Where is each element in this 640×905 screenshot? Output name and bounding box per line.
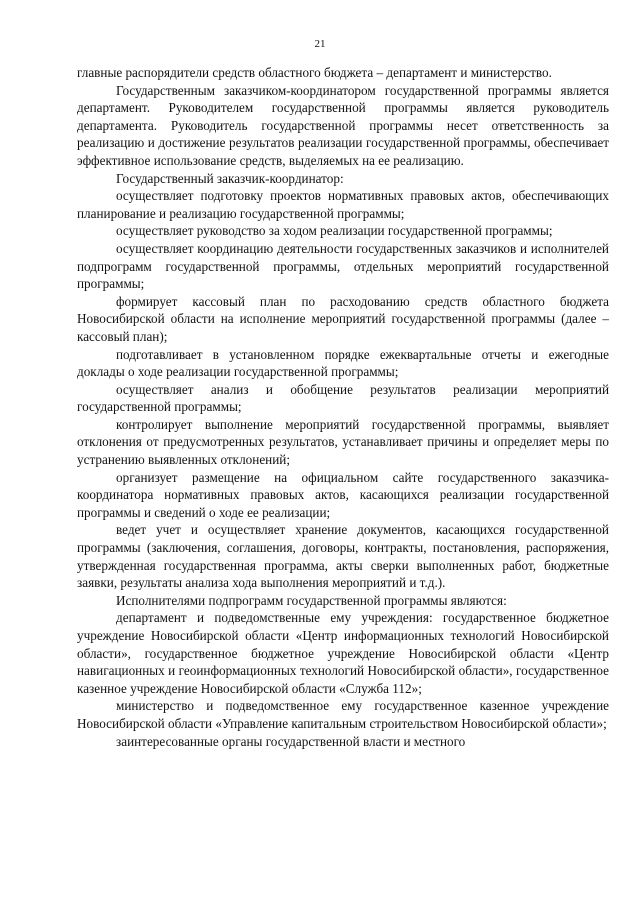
- paragraph: главные распорядители средств областного бюджета – департамент и министерство.: [77, 65, 552, 80]
- paragraph: организует размещение на официальном сайте государственного заказчика-координатора нормативных правовых актов, касающихся реализации государственной программы и сведений о ходе ее реализации;: [77, 469, 609, 520]
- paragraph: осуществляет руководство за ходом реализации государственной программы;: [116, 223, 553, 239]
- page-number: 21: [314, 38, 326, 50]
- paragraph: Исполнителями подпрограмм государственной программы являются:: [116, 592, 507, 608]
- body-text: [77, 64, 609, 750]
- paragraph: подготавливает в установленном порядке ежеквартальные отчеты и ежегодные доклады о ходе реализации государственной программы;: [77, 346, 609, 380]
- paragraph: осуществляет анализ и обобщение результатов реализации мероприятий государственной программы;: [77, 381, 609, 415]
- paragraph: Государственный заказчик-координатор:: [116, 170, 344, 186]
- paragraph: заинтересованные органы государственной власти и местного: [116, 733, 466, 749]
- paragraph: осуществляет координацию деятельности государственных заказчиков и исполнителей подпрограмм государственной программы, отдельных мероприятий государственной программы;: [77, 240, 609, 292]
- paragraph: министерство и подведомственное ему государственное казенное учреждение Новосибирской области «Управление капитальным строительством Новосибирской области»;: [77, 698, 609, 731]
- paragraph: контролирует выполнение мероприятий государственной программы, выявляет отклонения от предусмотренных результатов, устанавливает причины и определяет меры по устранению выявленных отклонений;: [77, 416, 609, 468]
- paragraph: департамент и подведомственные ему учреждения: государственное бюджетное учреждение Новосибирской области «Центр информационных технологий Новосибирской области», государственное бюджетное учреждение Новосибирской области «Центр навигационных и геоинформационных технологий Новосибирской области», государственное казенное учреждение Новосибирской области «Служба 112»;: [77, 610, 609, 696]
- paragraph: Государственным заказчиком-координатором государственной программы является департамент. Руководителем государственной программы является руководитель департамента. Руководитель государственной программы несет ответственность за реализацию и достижение результатов реализации государственной программы, обеспечивает эффективное использование средств, выделяемых на ее реализацию.: [77, 82, 609, 168]
- paragraph: ведет учет и осуществляет хранение документов, касающихся государственной программы (заключения, соглашения, договоры, контракты, постановления, распоряжения, утвержденная государственная программа, акты сверки выполненных работ, бюджетные заявки, результаты анализа хода выполнения мероприятий и т.д.).: [77, 522, 609, 591]
- paragraph: осуществляет подготовку проектов нормативных правовых актов, обеспечивающих планирование и реализацию государственной программы;: [77, 188, 609, 221]
- paragraph: формирует кассовый план по расходованию средств областного бюджета Новосибирской области на исполнение мероприятий государственной программы (далее – кассовый план);: [77, 293, 609, 344]
